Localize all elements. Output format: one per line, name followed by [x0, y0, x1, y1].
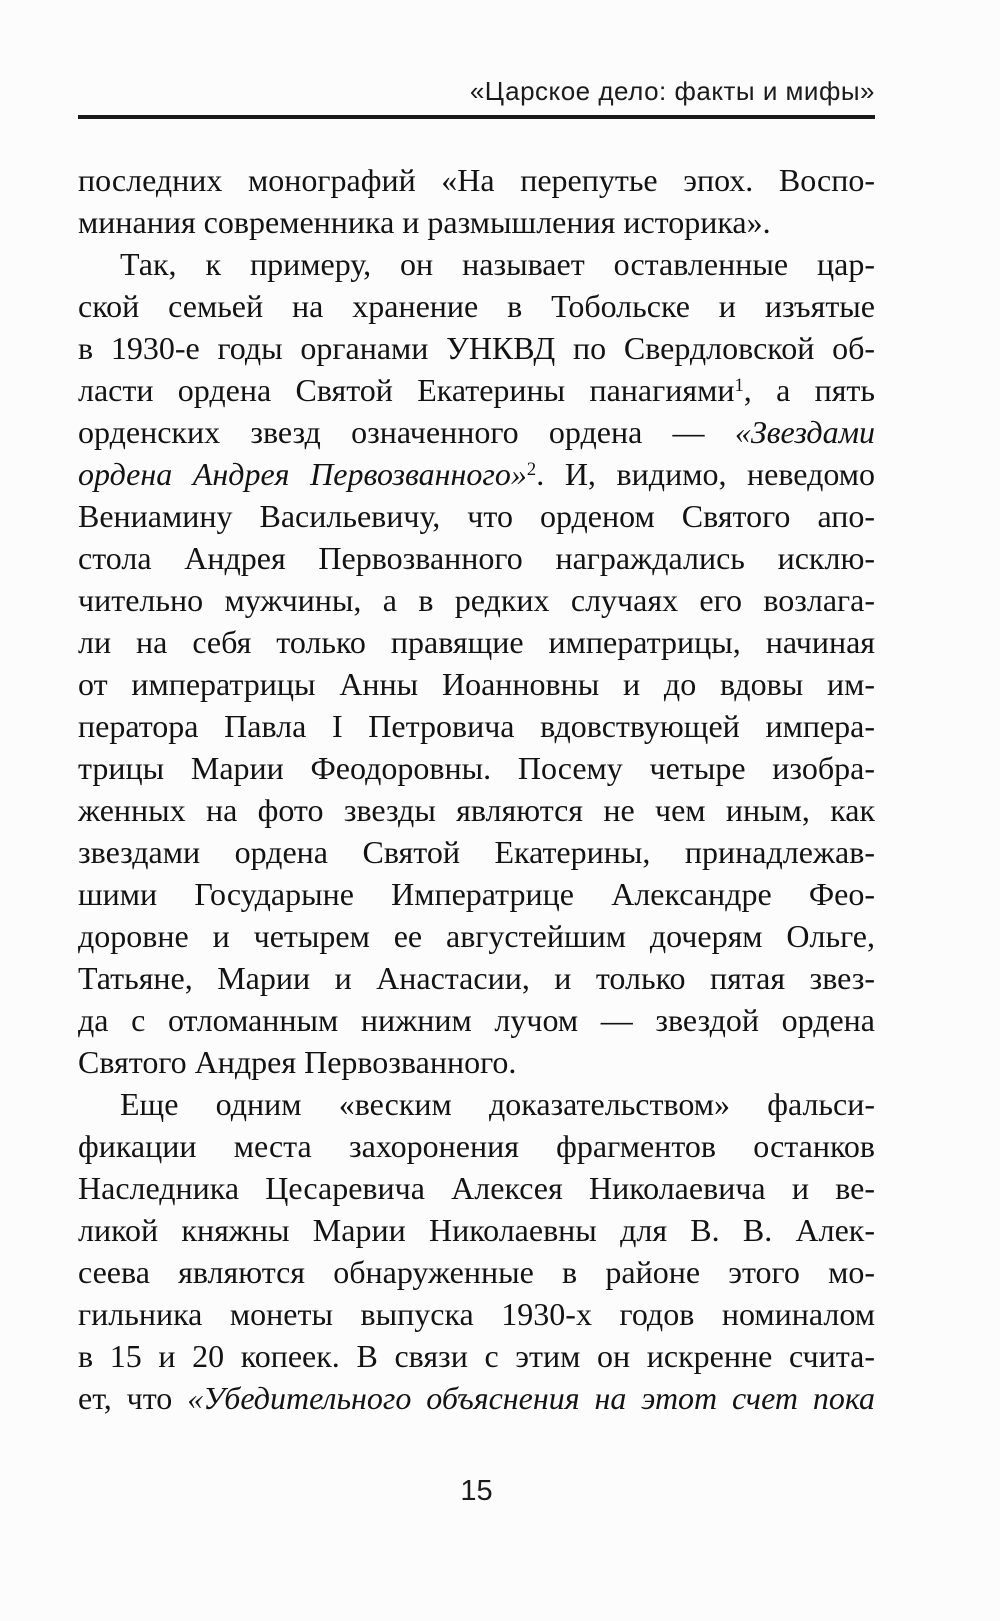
- text-segment: фикации места захоронения фрагментов останков: [78, 1128, 875, 1164]
- header-rule: [78, 115, 875, 119]
- text-line: [78, 201, 875, 243]
- text-segment: ет, что: [78, 1380, 188, 1416]
- text-segment: звездами ордена Святой Екатерины, принадлежав-: [78, 834, 875, 870]
- text-segment: Святого Андрея Первозванного.: [78, 1044, 517, 1080]
- text-segment: доровне и четырем ее августейшим дочерям Ольге,: [78, 918, 875, 954]
- footnote-ref: 1: [734, 374, 744, 396]
- text-line: [78, 453, 875, 495]
- text-line: [78, 831, 875, 873]
- text-segment: , а пять: [743, 372, 876, 408]
- text-line: [78, 1209, 875, 1251]
- text-segment: гильника монеты выпуска 1930-х годов номиналом: [78, 1296, 875, 1332]
- text-line: [78, 243, 875, 285]
- text-segment: ликой княжны Марии Николаевны для В. В. Алек-: [78, 1212, 875, 1248]
- text-line: [78, 621, 875, 663]
- text-segment: Наследника Цесаревича Алексея Николаевича и ве-: [78, 1170, 875, 1206]
- text-segment: . И, видимо, неведомо: [536, 456, 876, 492]
- text-segment: Татьяне, Марии и Анастасии, и только пятая звез-: [78, 960, 875, 996]
- text-line: [78, 1377, 875, 1419]
- text-segment: ласти ордена Святой Екатерины панагиями: [78, 372, 735, 408]
- running-header-title: «Царское дело: факты и мифы»: [469, 76, 875, 106]
- text-segment: ской семьей на хранение в Тобольске и изъятые: [78, 288, 875, 324]
- footnote-ref: 2: [526, 458, 537, 480]
- text-segment: да с отломанным нижним лучом — звездой ордена: [78, 1002, 875, 1038]
- text-segment: Вениамину Васильевичу, что орденом Святого апо-: [78, 498, 875, 534]
- text-segment: трицы Марии Феодоровны. Посему четыре изобра-: [78, 750, 875, 786]
- text-line: [78, 705, 875, 747]
- text-segment: стола Андрея Первозванного награждались исклю-: [78, 540, 875, 576]
- text-line: [78, 789, 875, 831]
- text-line: [78, 369, 875, 411]
- text-line: [78, 957, 875, 999]
- text-line: [78, 495, 875, 537]
- text-line: [78, 1125, 875, 1167]
- text-segment: чительно мужчины, а в редких случаях его возлага-: [78, 582, 875, 618]
- text-block: [78, 159, 875, 1419]
- text-segment: от императрицы Анны Иоанновны и до вдовы им-: [78, 666, 875, 702]
- text-segment: минания современника и размышления историка».: [78, 204, 771, 240]
- text-line: [78, 747, 875, 789]
- text-line: [78, 579, 875, 621]
- text-line: [78, 285, 875, 327]
- text-segment: сеева являются обнаруженные в районе этого мо-: [78, 1254, 875, 1290]
- text-line: [78, 1293, 875, 1335]
- page-footer: [78, 1475, 875, 1508]
- text-line: [78, 159, 875, 201]
- text-segment: последних монографий «На перепутье эпох. Воспо-: [78, 162, 875, 198]
- text-line: [78, 1041, 875, 1083]
- text-segment: Так, к примеру, он называет оставленные цар-: [120, 246, 875, 282]
- text-line: [78, 663, 875, 705]
- page-number: 15: [460, 1475, 493, 1507]
- text-line: [78, 999, 875, 1041]
- text-segment-italic: ордена Андрея Первозванного»: [78, 456, 527, 492]
- text-segment: в 15 и 20 копеек. В связи с этим он искренне счита-: [78, 1338, 875, 1374]
- text-line: [78, 1251, 875, 1293]
- text-line: [78, 327, 875, 369]
- text-segment-italic: «Звездами: [734, 414, 875, 450]
- text-line: [78, 411, 875, 453]
- text-segment: в 1930-е годы органами УНКВД по Свердловской об-: [78, 330, 875, 366]
- text-line: [78, 873, 875, 915]
- text-segment: шими Государыне Императрице Александре Фео-: [78, 876, 875, 912]
- text-segment: орденских звезд означенного ордена —: [78, 414, 735, 450]
- text-line: [78, 537, 875, 579]
- text-segment-italic: «Убедительного объяснения на этот счет пока: [187, 1380, 876, 1416]
- text-segment: ли на себя только правящие императрицы, начиная: [78, 624, 875, 660]
- text-line: [78, 1083, 875, 1125]
- text-line: [78, 1167, 875, 1209]
- page-content: [78, 0, 875, 1508]
- text-line: [78, 915, 875, 957]
- text-segment: женных на фото звезды являются не чем иным, как: [78, 792, 875, 828]
- text-line: [78, 1335, 875, 1377]
- text-segment: Еще одним «веским доказательством» фальси-: [120, 1086, 875, 1122]
- text-segment: ператора Павла I Петровича вдовствующей импера-: [78, 708, 875, 744]
